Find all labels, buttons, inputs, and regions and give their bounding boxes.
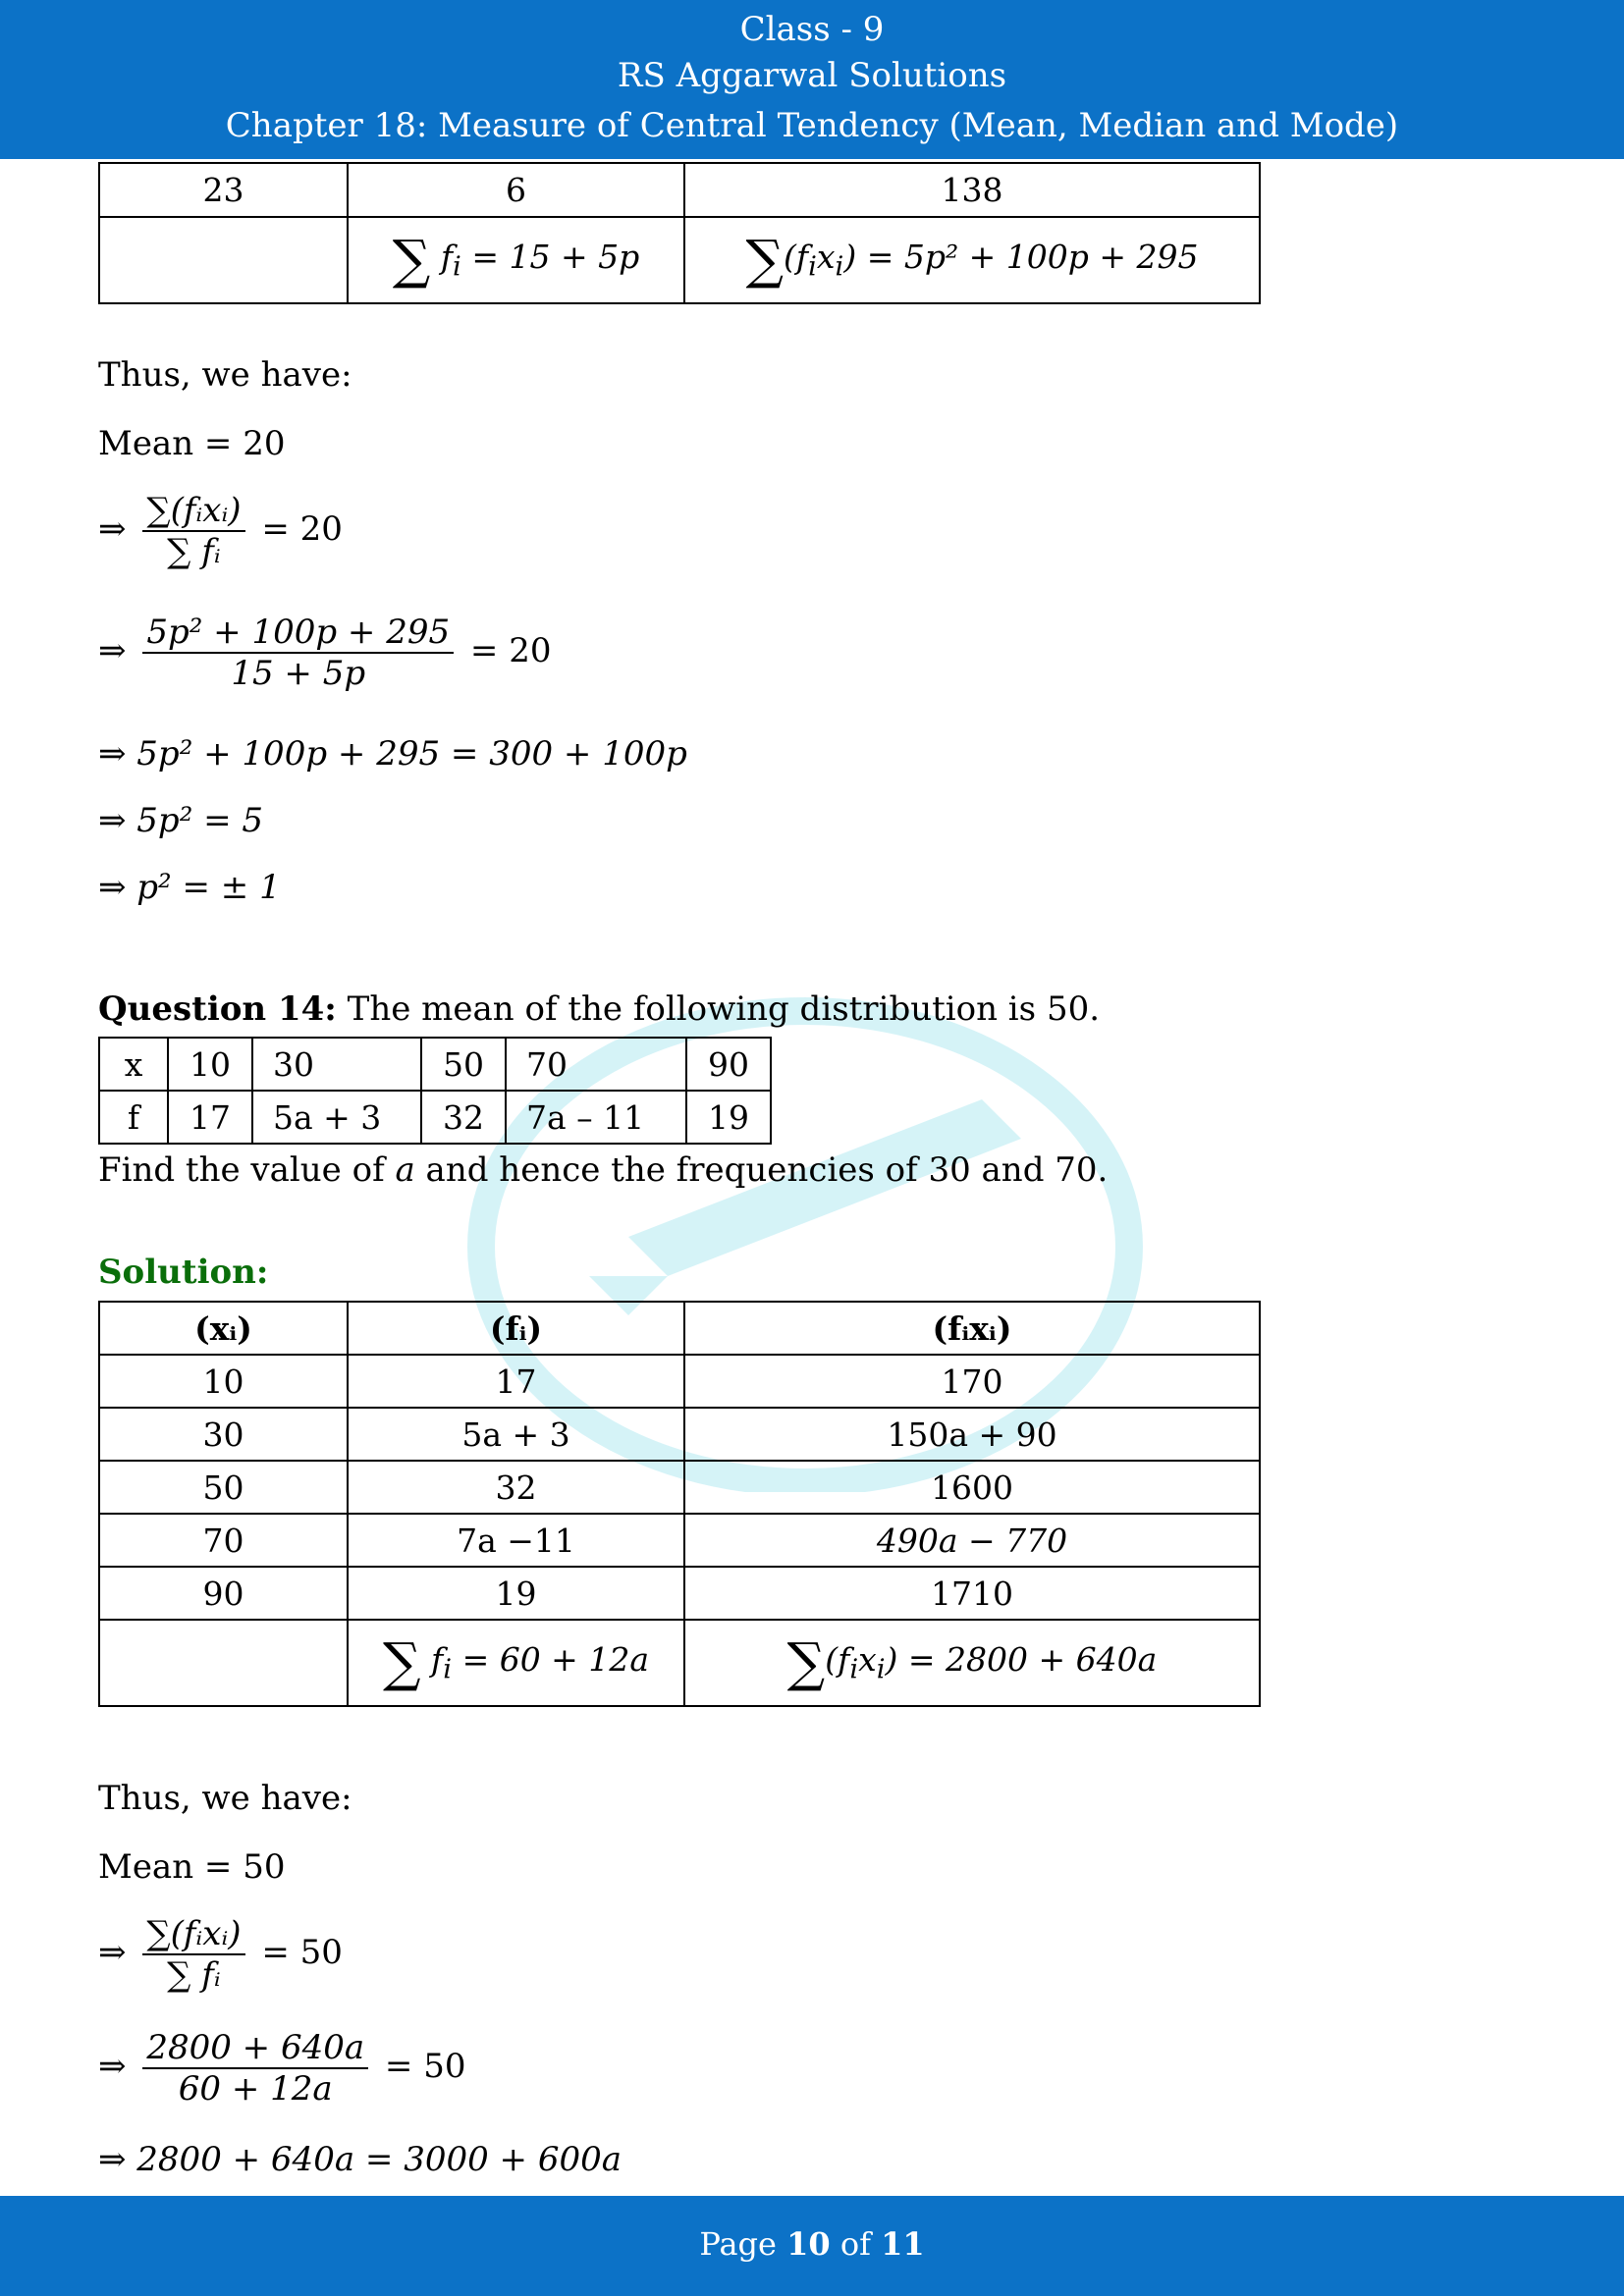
table-cell: 30 <box>99 1408 348 1461</box>
page-indicator: Page 10 of 11 <box>699 2225 925 2263</box>
table-cell: 5a + 3 <box>252 1091 421 1144</box>
column-header: (xᵢ) <box>99 1302 348 1355</box>
table-cell: 32 <box>348 1461 684 1514</box>
table-cell: 17 <box>348 1355 684 1408</box>
table-sum-row <box>99 217 1260 303</box>
header-book: RS Aggarwal Solutions <box>617 56 1007 95</box>
table-cell: 490a − 770 <box>684 1514 1260 1567</box>
table-row <box>99 1461 1260 1514</box>
sum-fx-cell: $\sum(f_ix_i) = 2800 + 640a$ <box>684 1620 1260 1706</box>
equation-step: ⇒ $\frac{\text{∑(fᵢxᵢ)}}{\text{∑ fᵢ}}$ = 50 <box>98 1914 343 1995</box>
table-cell: 1600 <box>684 1461 1260 1514</box>
table-cell: 32 <box>421 1091 506 1144</box>
table-cell: 30 <box>252 1038 421 1091</box>
table-cell-empty <box>99 1620 348 1706</box>
table-cell: 90 <box>686 1038 771 1091</box>
header-class: Class - 9 <box>739 10 885 49</box>
sum-fx-cell: $\sum(f_ix_i) = 5p^2 + 100p + 295$ <box>684 217 1260 303</box>
equation-step: ⇒ 2800 + 640a = 3000 + 600a <box>98 2140 622 2179</box>
table-row <box>99 163 1260 217</box>
table-cell: 1710 <box>684 1567 1260 1620</box>
thus-text: Thus, we have: <box>98 355 352 395</box>
page-footer <box>0 2196 1624 2296</box>
question-label: Question 14: <box>98 989 337 1029</box>
solution-label: Solution: <box>98 1253 269 1292</box>
table-row <box>99 1408 1260 1461</box>
table-cell: 23 <box>99 163 348 217</box>
table-cell: 19 <box>348 1567 684 1620</box>
table-cell: 70 <box>506 1038 686 1091</box>
table-cell: f <box>99 1091 168 1144</box>
distribution-table <box>98 1037 772 1145</box>
table-row <box>99 1038 771 1091</box>
table-cell: 150a + 90 <box>684 1408 1260 1461</box>
find-instruction: Find the value of a and hence the frequencies of 30 and 70. <box>98 1150 1109 1190</box>
table-cell-empty <box>99 217 348 303</box>
question-text: The mean of the following distribution is 50. <box>336 989 1101 1029</box>
table-cell: 7a −11 <box>348 1514 684 1567</box>
header-chapter: Chapter 18: Measure of Central Tendency (Mean, Median and Mode) <box>225 106 1399 145</box>
table-cell: 6 <box>348 163 684 217</box>
table-cell: 10 <box>99 1355 348 1408</box>
table-cell: 5a + 3 <box>348 1408 684 1461</box>
equation-step: ⇒ 5p² = 5 <box>98 801 264 840</box>
question-14 <box>98 989 1100 1029</box>
table-header-row <box>99 1302 1260 1355</box>
page-header <box>0 0 1624 159</box>
mean-statement: Mean = 50 <box>98 1847 286 1887</box>
solution-table <box>98 1301 1261 1707</box>
table-cell: 70 <box>99 1514 348 1567</box>
table-cell: 19 <box>686 1091 771 1144</box>
equation-step: ⇒ p² = ± 1 <box>98 868 281 907</box>
sum-f-cell: ∑ $f_i = 15 + 5p$ <box>348 217 684 303</box>
equation-step: ⇒ $\frac{2800 + 640a}{60 + 12a}$ = 50 <box>98 2028 466 2109</box>
table-sum-row <box>99 1620 1260 1706</box>
sum-f-cell: ∑ $f_i = 60 + 12a$ <box>348 1620 684 1706</box>
table-row <box>99 1514 1260 1567</box>
table-cell: 170 <box>684 1355 1260 1408</box>
table-cell: 50 <box>421 1038 506 1091</box>
mean-statement: Mean = 20 <box>98 424 286 463</box>
equation-step: ⇒ 5p² + 100p + 295 = 300 + 100p <box>98 734 687 774</box>
column-header: (fᵢ) <box>348 1302 684 1355</box>
equation-step: ⇒ $\frac{\text{∑(fᵢxᵢ)}}{\text{∑ fᵢ}}$ = 20 <box>98 491 343 571</box>
continued-table <box>98 162 1261 304</box>
table-cell: 10 <box>168 1038 252 1091</box>
table-row <box>99 1091 771 1144</box>
table-cell: 17 <box>168 1091 252 1144</box>
table-cell: 138 <box>684 163 1260 217</box>
table-row <box>99 1567 1260 1620</box>
table-cell: x <box>99 1038 168 1091</box>
table-cell: 90 <box>99 1567 348 1620</box>
equation-step: ⇒ $\frac{\text{5p² + 100p + 295}}{15 + 5p}$ = 20 <box>98 613 552 693</box>
thus-text: Thus, we have: <box>98 1779 352 1818</box>
table-row <box>99 1355 1260 1408</box>
table-cell: 50 <box>99 1461 348 1514</box>
column-header: (fᵢxᵢ) <box>684 1302 1260 1355</box>
table-cell: 7a – 11 <box>506 1091 686 1144</box>
